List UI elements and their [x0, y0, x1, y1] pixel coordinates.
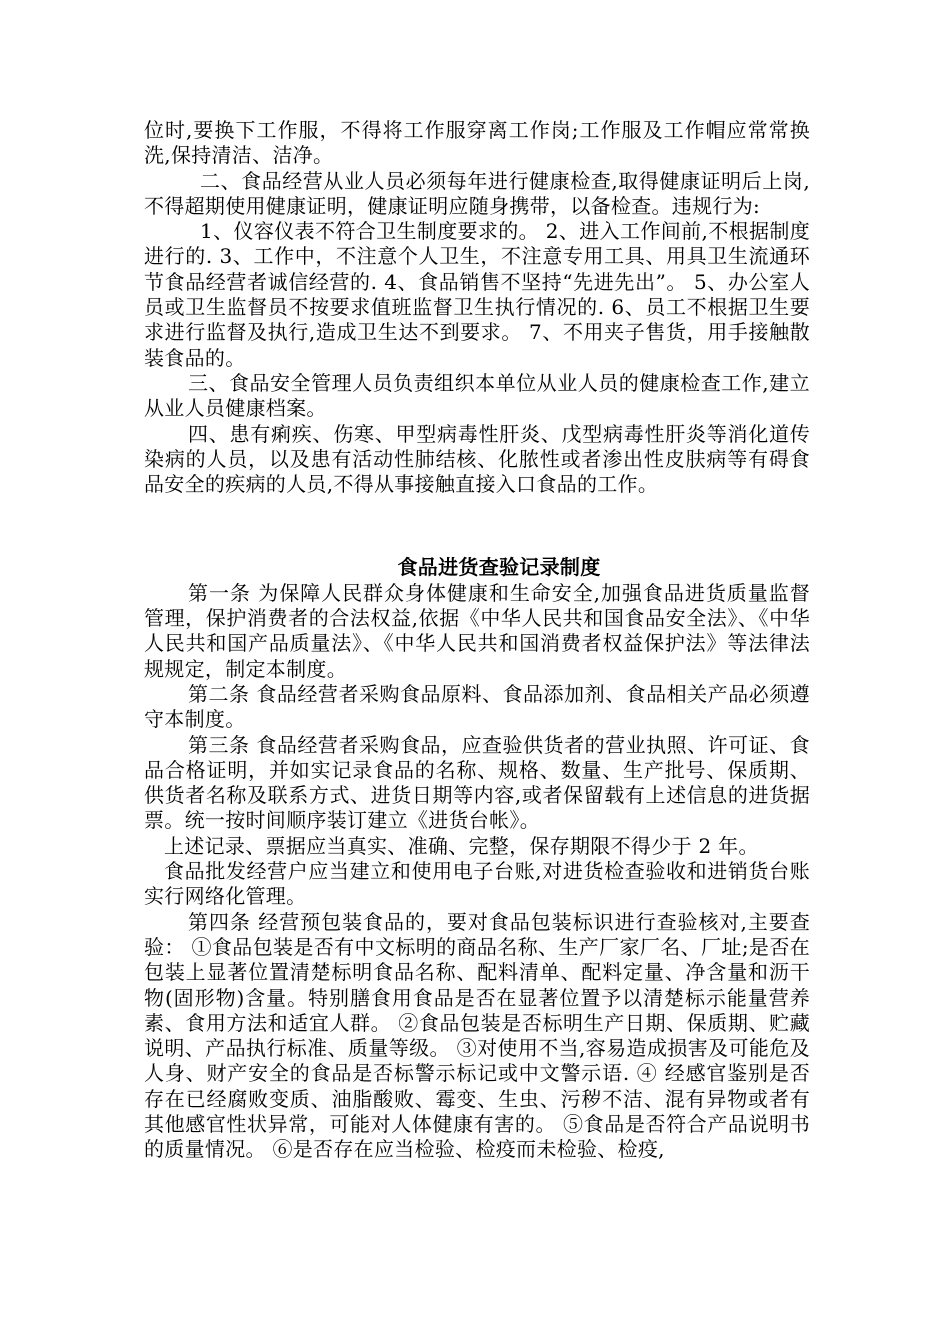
section-title: 食品进货查验记录制度: [397, 555, 601, 580]
paragraph-disease-restrictions: 四、患有痢疾、伤寒、甲型病毒性肝炎、戊型病毒性肝炎等消化道传染病的人员，以及患有活动性肺结核、化脓性或者渗出性皮肤病等有碍食品安全的疾病的人员,不得从事接触直接入口食品的工作。: [144, 421, 810, 497]
paragraph-health-records: 三、食品安全管理人员负责组织本单位从业人员的健康检查工作,建立从业人员健康档案。: [144, 370, 810, 421]
article-1: 第一条 为保障人民群众身体健康和生命安全,加强食品进货质量监督管理，保护消费者的合法权益,依据《中华人民共和国食品安全法》、《中华人民共和国产品质量法》、《中华人民共和国消费者权益保护法》等法律法规规定，制定本制度。: [144, 580, 810, 681]
document-page: [144, 118, 810, 1163]
paragraph-electronic-ledger: 食品批发经营户应当建立和使用电子台账,对进货检查验收和进销货台账实行网络化管理。: [144, 859, 810, 909]
article-4: 第四条 经营预包装食品的，要对食品包装标识进行查验核对,主要查验： ①食品包装是否有中文标明的商品名称、生产厂家厂名、厂址;是否在包装上显著位置清楚标明食品名称、配料清单、配料定量、净含量和沥干物(固形物)含量。特别膳食用食品是否在显著位置予以清楚标示能量营养素、食用方法和适宜人群。 ②食品包装是否标明生产日期、保质期、贮藏说明、产品执行标准、质量等级。 ③对使用不当,容易造成损害及可能危及人身、财产安全的食品是否标警示标记或中文警示语. ④ 经感官鉴别是否存在已经腐败变质、油脂酸败、霉变、生虫、污秽不洁、混有异物或者有其他感官性状异常，可能对人体健康有害的。 ⑤食品是否符合产品说明书的质量情况。 ⑥是否存在应当检验、检疫而未检验、检疫,: [144, 909, 810, 1162]
article-3: 第三条 食品经营者采购食品，应查验供货者的营业执照、许可证、食品合格证明，并如实记录食品的名称、规格、数量、生产批号、保质期、供货者名称及联系方式、进货日期等内容,或者保留载有上述信息的进货据票。统一按时间顺序装订建立《进货台帐》。: [144, 732, 810, 833]
paragraph-work-clothes: 位时,要换下工作服，不得将工作服穿离工作岗;工作服及工作帽应常常换洗,保持清洁、洁净。: [144, 118, 810, 168]
article-2: 第二条 食品经营者采购食品原料、食品添加剂、食品相关产品必须遵守本制度。: [144, 681, 810, 732]
paragraph-health-check: 二、食品经营从业人员必须每年进行健康检查,取得健康证明后上岗,不得超期使用健康证明，健康证明应随身携带，以备检查。违规行为:: [144, 168, 810, 218]
paragraph-record-retention: 上述记录、票据应当真实、准确、完整，保存期限不得少于 2 年。: [164, 833, 759, 858]
paragraph-violations: 1、仪容仪表不符合卫生制度要求的。 2、进入工作间前,不根据制度进行的. 3、工作中，不注意个人卫生，不注意专用工具、用具卫生流通环节食品经营者诚信经营的. 4、食品销售不坚持“先进先出”。 5、办公室人员或卫生监督员不按要求值班监督卫生执行情况的. 6、员工不根据卫生要求进行监督及执行,造成卫生达不到要求。 7、不用夹子售货，用手接触散装食品的。: [144, 219, 810, 370]
